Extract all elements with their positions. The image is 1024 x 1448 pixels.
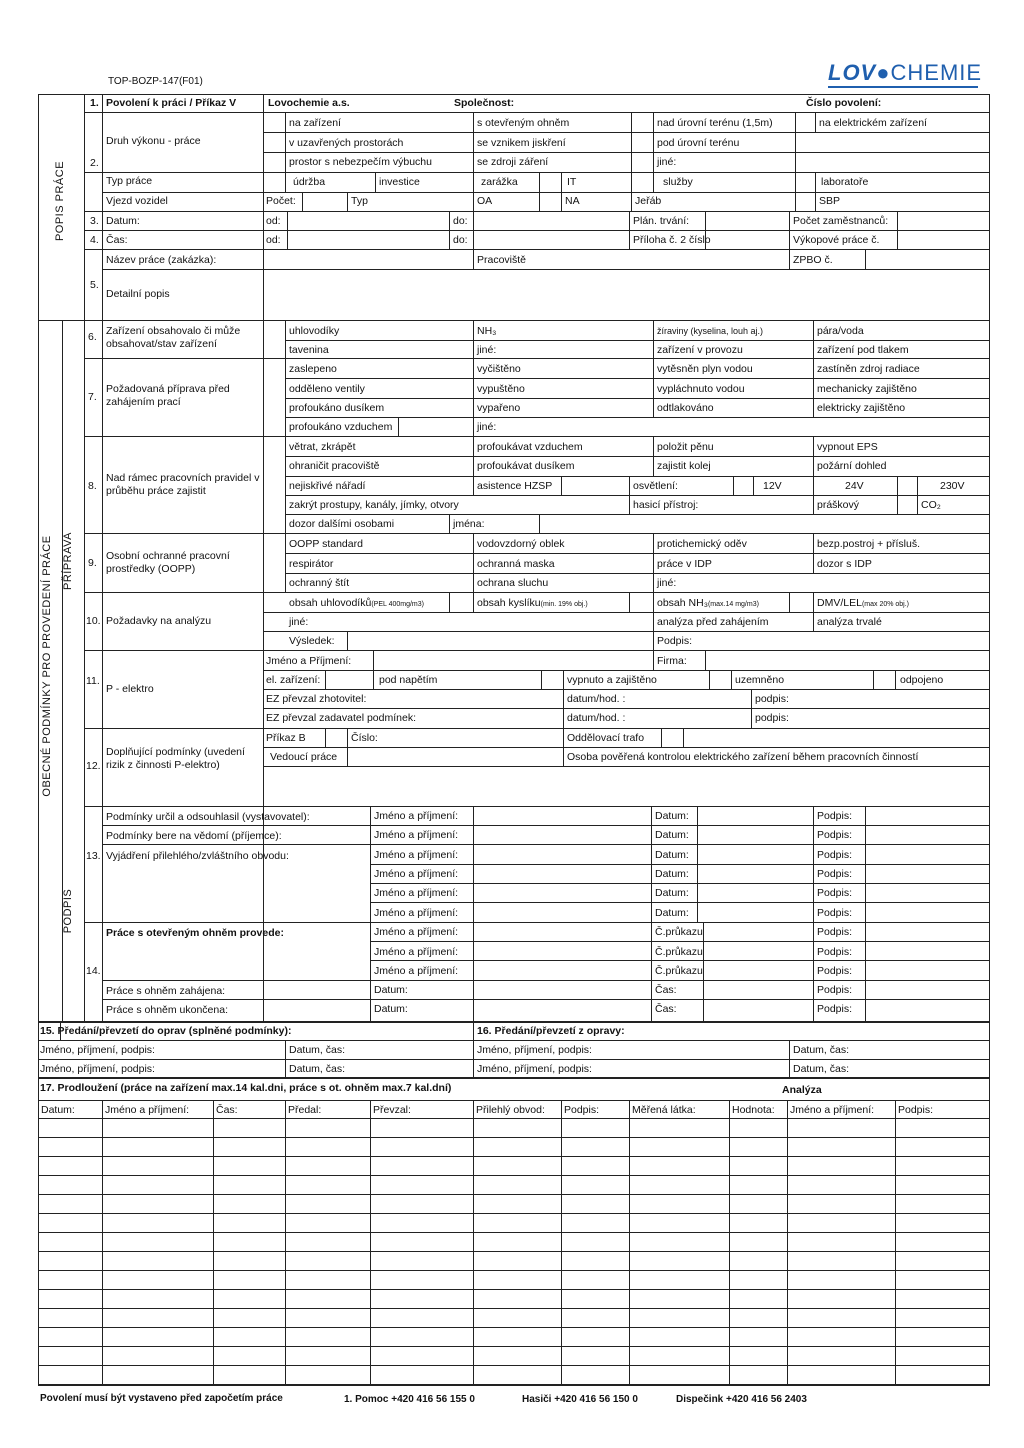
section-number-9: 9. bbox=[88, 557, 97, 569]
s6-uhlovodiky: uhlovodíky bbox=[289, 325, 340, 337]
s8-ohranicit: ohraničit pracoviště bbox=[289, 460, 380, 472]
opt-nad-terenem: nad úrovní terénu (1,5m) bbox=[657, 117, 773, 129]
s7-radiace: zastíněn zdroj radiace bbox=[817, 363, 920, 375]
s11-ez-zadavatel: EZ převzal zadavatel podmínek: bbox=[266, 712, 416, 724]
section-number-2: 2. bbox=[90, 157, 99, 169]
s14-podpis-cell: Podpis: bbox=[817, 1003, 853, 1015]
footer-hasici: Hasiči +420 416 56 150 0 bbox=[522, 1394, 638, 1405]
s14-ukoncena: Práce s ohněm ukončena: bbox=[106, 1004, 228, 1016]
s17-col-header: Předal: bbox=[288, 1104, 322, 1116]
s17-row-line bbox=[38, 1194, 990, 1195]
s14-zahajena: Práce s ohněm zahájena: bbox=[106, 985, 226, 997]
s10-dmv: DMV/LEL(max 20% obj.) bbox=[817, 597, 910, 609]
s17-col-header: Jméno a příjmení: bbox=[105, 1104, 190, 1116]
side-label-popis: POPIS PRÁCE bbox=[54, 160, 66, 242]
s7-dusik: profoukáno dusíkem bbox=[289, 402, 385, 414]
s17-row-line bbox=[38, 1308, 990, 1309]
s8-dusik: profoukávat dusíkem bbox=[477, 460, 575, 472]
typ-zarazka: zarážka bbox=[481, 176, 518, 188]
s7-vycisteno: vyčištěno bbox=[477, 363, 521, 375]
s13-podpis-cell: Podpis: bbox=[817, 829, 853, 841]
section-number-4: 4. bbox=[90, 234, 99, 246]
vjezd-oa: OA bbox=[477, 195, 493, 207]
s9-dozor-idp: dozor s IDP bbox=[817, 558, 872, 570]
section-number-11: 11. bbox=[86, 675, 100, 687]
section-number-13: 13. bbox=[86, 850, 101, 862]
s11-datum1: datum/hod. : bbox=[567, 693, 626, 705]
s17-row-line bbox=[38, 1365, 990, 1366]
plan-trvani: Plán. trvání: bbox=[633, 215, 690, 227]
s9-maska: ochranná maska bbox=[477, 558, 555, 570]
s17-row-line bbox=[38, 1232, 990, 1233]
s8-vzduch: profoukávat vzduchem bbox=[477, 441, 583, 453]
s8-pena: položit pěnu bbox=[657, 441, 714, 453]
s15-datum-2: Datum, čas: bbox=[289, 1063, 346, 1075]
typ-udrzba: údržba bbox=[293, 176, 326, 188]
s14-jmeno-cell: Jméno a příjmení: bbox=[374, 946, 459, 958]
s6-jine: jiné: bbox=[477, 344, 497, 356]
s12-cislo: Číslo: bbox=[351, 732, 378, 744]
s10-uhlovodiky: obsah uhlovodíků(PEL 400mg/m3) bbox=[289, 597, 424, 609]
section-number-7: 7. bbox=[88, 391, 97, 403]
priloha-label: Příloha č. 2 číslo bbox=[633, 234, 711, 246]
detailni-popis: Detailní popis bbox=[106, 288, 170, 300]
s17-row-line bbox=[38, 1289, 990, 1290]
s12-vedouci: Vedoucí práce bbox=[270, 751, 338, 763]
s13-jmeno-cell: Jméno a příjmení: bbox=[374, 907, 459, 919]
s14-cas-cell: Čas: bbox=[655, 984, 677, 996]
s14-podpis-cell: Podpis: bbox=[817, 926, 853, 938]
footer-pomoc: 1. Pomoc +420 416 56 155 0 bbox=[344, 1394, 475, 1405]
s9-idp: práce v IDP bbox=[657, 558, 712, 570]
s17-col-header: Datum: bbox=[41, 1104, 75, 1116]
s9-postroj: bezp.postroj + přísluš. bbox=[817, 538, 921, 550]
s7-elek: elektricky zajištěno bbox=[817, 402, 906, 414]
s13-podpis-cell: Podpis: bbox=[817, 810, 853, 822]
footer-dispecink: Dispečink +420 416 56 2403 bbox=[676, 1394, 807, 1405]
s10-trvale: analýza trvalé bbox=[817, 616, 882, 628]
opt-jine: jiné: bbox=[657, 156, 677, 168]
s7-odtlak: odtlakováno bbox=[657, 402, 714, 414]
s8-osvetleni: osvětlení: bbox=[633, 480, 678, 492]
s8-hzsp: asistence HZSP bbox=[477, 480, 553, 492]
s16-title: 16. Předání/převzetí z opravy: bbox=[477, 1025, 625, 1037]
section-number-10: 10. bbox=[86, 615, 101, 627]
s9-respirator: respirátor bbox=[289, 558, 334, 570]
s13-jmeno-cell: Jméno a příjmení: bbox=[374, 887, 459, 899]
opt-otevreny-ohen: s otevřeným ohněm bbox=[477, 117, 570, 129]
company-logo: LOV●CHEMIE bbox=[828, 60, 983, 85]
s14-provede: Práce s otevřeným ohněm provede: bbox=[106, 927, 284, 939]
s13-jmeno-cell: Jméno a příjmení: bbox=[374, 810, 459, 822]
s13-podpis-cell: Podpis: bbox=[817, 907, 853, 919]
logo-underline bbox=[828, 86, 978, 88]
s11-label: P - elektro bbox=[106, 683, 154, 695]
s10-pred: analýza před zahájením bbox=[657, 616, 769, 628]
s11-firma: Firma: bbox=[657, 655, 687, 667]
s13-podpis-cell: Podpis: bbox=[817, 849, 853, 861]
s16-jmeno-1: Jméno, příjmení, podpis: bbox=[477, 1044, 592, 1056]
s8-12v: 12V bbox=[763, 480, 782, 492]
s8-24v: 24V bbox=[845, 480, 864, 492]
s13-jmeno-cell: Jméno a příjmení: bbox=[374, 868, 459, 880]
s17-title: 17. Prodloužení (práce na zařízení max.14 kal.dni, práce s ot. ohněm max.7 kal.dní) bbox=[40, 1082, 452, 1094]
section-number-1: 1. bbox=[90, 97, 99, 109]
s14-datum-cell: Datum: bbox=[374, 1003, 408, 1015]
opt-uzavrene: v uzavřených prostorách bbox=[289, 137, 404, 149]
section-number-12: 12. bbox=[86, 760, 101, 772]
s12-osoba: Osoba pověřená kontrolou elektrického zařízení během pracovních činností bbox=[567, 751, 919, 763]
s8-kolej: zajistit kolej bbox=[657, 460, 711, 472]
s10-podpis: Podpis: bbox=[657, 635, 693, 647]
s7-vypusteno: vypuštěno bbox=[477, 383, 525, 395]
opt-zareni: se zdroji záření bbox=[477, 156, 549, 168]
s7-vypareno: vypařeno bbox=[477, 402, 521, 414]
druh-label: Druh výkonu - práce bbox=[106, 135, 201, 147]
opt-jiskreni: se vznikem jiskření bbox=[477, 137, 566, 149]
s13-prijemce: Podmínky bere na vědomí (příjemce): bbox=[106, 830, 282, 842]
s13-datum-cell: Datum: bbox=[655, 868, 689, 880]
section-number-6: 6. bbox=[88, 331, 97, 343]
s17-row-line bbox=[38, 1175, 990, 1176]
vjezd-label: Vjezd vozidel bbox=[106, 195, 168, 207]
vjezd-typ: Typ bbox=[351, 195, 368, 207]
s14-prukaz-cell: Č.průkazu bbox=[655, 965, 703, 977]
s6-provoz: zařízení v provozu bbox=[657, 344, 743, 356]
vjezd-na: NA bbox=[565, 195, 580, 207]
s8-naradi: nejiskřivé nářadí bbox=[289, 480, 366, 492]
s17-row-line bbox=[38, 1384, 990, 1385]
s8-jmena: jména: bbox=[453, 518, 485, 530]
typ-laboratore: laboratoře bbox=[821, 176, 869, 188]
s8-zakryt: zakrýt prostupy, kanály, jímky, otvory bbox=[289, 499, 459, 511]
s11-jmeno: Jméno a Příjmení: bbox=[266, 655, 352, 667]
vjezd-jerab: Jeřáb bbox=[635, 195, 662, 207]
s15-jmeno-1: Jméno, příjmení, podpis: bbox=[40, 1044, 155, 1056]
s9-odev: protichemický oděv bbox=[657, 538, 747, 550]
s6-tavenina: tavenina bbox=[289, 344, 329, 356]
vjezd-sbp: SBP bbox=[819, 195, 841, 207]
s14-podpis-cell: Podpis: bbox=[817, 965, 853, 977]
typ-sluzby: služby bbox=[663, 176, 693, 188]
nazev-prace: Název práce (zakázka): bbox=[106, 254, 217, 266]
s17-row-line bbox=[38, 1156, 990, 1157]
s7-zaslepeno: zaslepeno bbox=[289, 363, 337, 375]
s12-prikaz-b: Příkaz B bbox=[266, 732, 306, 744]
section-number-8: 8. bbox=[88, 480, 97, 492]
s9-label: Osobní ochranné pracovní prostředky (OOPP) bbox=[106, 550, 230, 575]
s16-datum-2: Datum, čas: bbox=[793, 1063, 850, 1075]
typ-prace-label: Typ práce bbox=[106, 175, 153, 187]
pocet-zamestnancu: Počet zaměstnanců: bbox=[793, 215, 889, 227]
s10-kyslik: obsah kyslíku(min. 19% obj.) bbox=[477, 597, 588, 609]
permit-number-label: Číslo povolení: bbox=[806, 97, 882, 109]
datum-od: od: bbox=[266, 215, 281, 227]
s6-tlak: zařízení pod tlakem bbox=[817, 344, 909, 356]
s17-analyza: Analýza bbox=[782, 1084, 822, 1096]
s11-odpojeno: odpojeno bbox=[900, 674, 944, 686]
s8-230v: 230V bbox=[940, 480, 965, 492]
s14-cas-cell: Čas: bbox=[655, 1003, 677, 1015]
s6-para: pára/voda bbox=[817, 325, 864, 337]
s13-datum-cell: Datum: bbox=[655, 829, 689, 841]
s8-eps: vypnout EPS bbox=[817, 441, 878, 453]
s17-col-header: Měřená látka: bbox=[632, 1104, 696, 1116]
zpbo-label: ZPBO č. bbox=[793, 254, 833, 266]
s17-row-line bbox=[38, 1213, 990, 1214]
s17-col-header: Hodnota: bbox=[732, 1104, 775, 1116]
s7-vytesnen: vytěsněn plyn vodou bbox=[657, 363, 753, 375]
s11-zarizeni: el. zařízení: bbox=[266, 674, 321, 686]
s8-label: Nad rámec pracovních pravidel v průběhu práce zajistit bbox=[106, 472, 260, 497]
s13-podpis-cell: Podpis: bbox=[817, 868, 853, 880]
s17-col-header: Podpis: bbox=[564, 1104, 600, 1116]
cas-label: Čas: bbox=[106, 234, 128, 246]
document-code: TOP-BOZP-147(F01) bbox=[108, 76, 203, 87]
s10-vysledek: Výsledek: bbox=[289, 635, 335, 647]
pracoviste-label: Pracoviště bbox=[477, 254, 527, 266]
s15-jmeno-2: Jméno, příjmení, podpis: bbox=[40, 1063, 155, 1075]
s12-label: Doplňující podmínky (uvedení rizik z činnosti P-elektro) bbox=[106, 746, 245, 771]
section-number-14: 14. bbox=[86, 965, 101, 977]
opt-pod-terenem: pod úrovní terénu bbox=[657, 137, 740, 149]
s13-datum-cell: Datum: bbox=[655, 849, 689, 861]
s11-ez-zhotovitel: EZ převzal zhotovitel: bbox=[266, 693, 367, 705]
s10-nh3: obsah NH₃(max.14 mg/m3) bbox=[657, 597, 759, 609]
s15-datum-1: Datum, čas: bbox=[289, 1044, 346, 1056]
spolecnost-label: Společnost: bbox=[454, 97, 515, 109]
s14-prukaz-cell: Č.průkazu bbox=[655, 946, 703, 958]
opt-vybuch: prostor s nebezpečím výbuchu bbox=[289, 156, 432, 168]
s8-vetrat: větrat, zkrápět bbox=[289, 441, 356, 453]
s13-jmeno-cell: Jméno a příjmení: bbox=[374, 829, 459, 841]
s14-podpis-cell: Podpis: bbox=[817, 984, 853, 996]
s7-mech: mechanicky zajištěno bbox=[817, 383, 917, 395]
typ-investice: investice bbox=[379, 176, 420, 188]
side-label-priprava: PŘÍPRAVA bbox=[62, 532, 74, 590]
s14-podpis-cell: Podpis: bbox=[817, 946, 853, 958]
s8-hasici: hasicí přístroj: bbox=[633, 499, 699, 511]
s12-trafo: Oddělovací trafo bbox=[567, 732, 645, 744]
s11-podpis1: podpis: bbox=[755, 693, 789, 705]
s7-jine: jiné: bbox=[477, 421, 497, 433]
s14-prukaz-cell: Č.průkazu bbox=[655, 926, 703, 938]
s17-row-line bbox=[38, 1270, 990, 1271]
s8-co2: CO₂ bbox=[921, 499, 941, 511]
cas-od: od: bbox=[266, 234, 281, 246]
s17-row-line bbox=[38, 1251, 990, 1252]
s14-jmeno-cell: Jméno a příjmení: bbox=[374, 965, 459, 977]
s15-title: 15. Předání/převzetí do oprav (splněné podmínky): bbox=[40, 1025, 292, 1037]
s13-podpis-cell: Podpis: bbox=[817, 887, 853, 899]
s11-uzemneno: uzemněno bbox=[735, 674, 785, 686]
s9-stit: ochranný štít bbox=[289, 577, 350, 589]
s11-napeti: pod napětím bbox=[379, 674, 438, 686]
side-label-obecne: OBECNÉ PODMÍNKY PRO PROVEDENÍ PRÁCE bbox=[41, 535, 53, 797]
s13-vystavovatel: Podmínky určil a odsouhlasil (vystavovatel): bbox=[106, 811, 310, 823]
s7-vzduch: profoukáno vzduchem bbox=[289, 421, 393, 433]
s17-row-line bbox=[38, 1137, 990, 1138]
opt-elektricke: na elektrickém zařízení bbox=[819, 117, 927, 129]
s17-col-header: Přilehlý obvod: bbox=[476, 1104, 545, 1116]
s11-podpis2: podpis: bbox=[755, 712, 789, 724]
company-name: Lovochemie a.s. bbox=[268, 97, 350, 109]
s13-jmeno-cell: Jméno a příjmení: bbox=[374, 849, 459, 861]
s14-jmeno-cell: Jméno a příjmení: bbox=[374, 926, 459, 938]
s13-obvod: Vyjádření přilehlého/zvláštního obvodu: bbox=[106, 850, 289, 862]
s7-vyplachnuto: vypláchnuto vodou bbox=[657, 383, 745, 395]
cas-do: do: bbox=[453, 234, 468, 246]
section-number-3: 3. bbox=[90, 215, 99, 227]
s6-label: Zařízení obsahovalo či může obsahovat/stav zařízení bbox=[106, 325, 241, 350]
s6-nh3: NH₃ bbox=[477, 325, 497, 337]
typ-it: IT bbox=[567, 176, 577, 188]
s13-datum-cell: Datum: bbox=[655, 887, 689, 899]
datum-label: Datum: bbox=[106, 215, 140, 227]
s17-row-line bbox=[38, 1327, 990, 1328]
s14-datum-cell: Datum: bbox=[374, 984, 408, 996]
s11-datum2: datum/hod. : bbox=[567, 712, 626, 724]
vjezd-pocet: Počet: bbox=[266, 195, 296, 207]
permit-title: Povolení k práci / Příkaz V bbox=[106, 97, 237, 109]
s17-col-header: Podpis: bbox=[898, 1104, 934, 1116]
s10-jine: jiné: bbox=[289, 616, 309, 628]
datum-do: do: bbox=[453, 215, 468, 227]
s17-col-header: Jméno a příjmení: bbox=[790, 1104, 875, 1116]
s16-jmeno-2: Jméno, příjmení, podpis: bbox=[477, 1063, 592, 1075]
s7-ventily: odděleno ventily bbox=[289, 383, 365, 395]
s8-dozor: dozor dalšími osobami bbox=[289, 518, 395, 530]
vykopove-prace: Výkopové práce č. bbox=[793, 234, 880, 246]
s11-vypnuto: vypnuto a zajištěno bbox=[567, 674, 657, 686]
opt-na-zarizeni: na zařízení bbox=[289, 117, 341, 129]
side-label-podpis: PODPIS bbox=[62, 888, 74, 934]
s17-col-header: Čas: bbox=[216, 1104, 238, 1116]
s9-sluch: ochrana sluchu bbox=[477, 577, 549, 589]
s8-praskovy: práškový bbox=[817, 499, 860, 511]
s9-oopp: OOPP standard bbox=[289, 538, 363, 550]
section-number-5: 5. bbox=[90, 279, 99, 291]
s6-ziraviny: žíraviny (kyselina, louh aj.) bbox=[657, 326, 764, 336]
s10-label: Požadavky na analýzu bbox=[106, 615, 212, 627]
s7-label: Požadovaná příprava před zahájením prací bbox=[106, 383, 230, 408]
s9-oblek: vodovzdorný oblek bbox=[477, 538, 565, 550]
s16-datum-1: Datum, čas: bbox=[793, 1044, 850, 1056]
s13-datum-cell: Datum: bbox=[655, 907, 689, 919]
s17-row-line bbox=[38, 1346, 990, 1347]
s8-pozarni: požární dohled bbox=[817, 460, 887, 472]
s9-jine: jiné: bbox=[657, 577, 677, 589]
footer-note: Povolení musí být vystaveno před započetím práce bbox=[40, 1393, 283, 1404]
s17-col-header: Převzal: bbox=[373, 1104, 411, 1116]
s13-datum-cell: Datum: bbox=[655, 810, 689, 822]
